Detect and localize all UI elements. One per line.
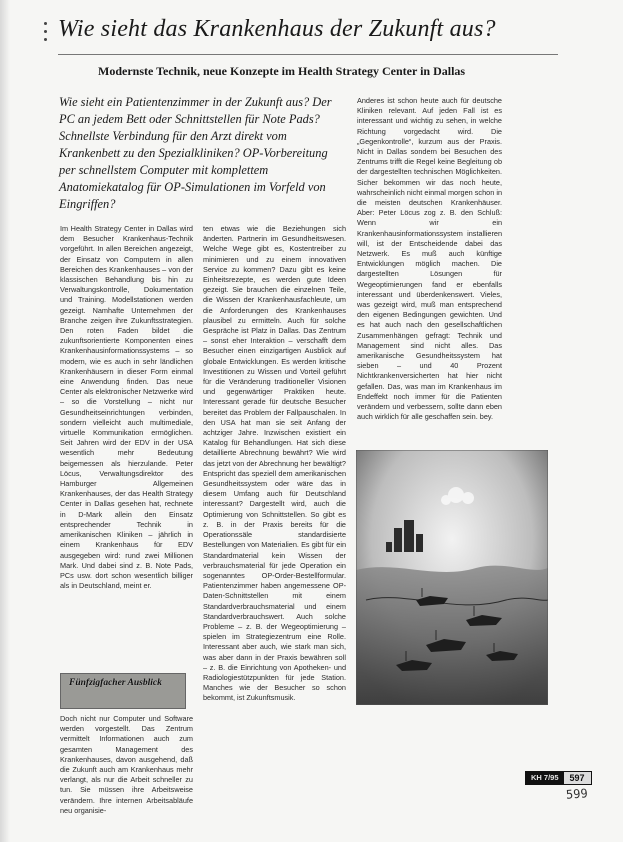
article-title: Wie sieht das Krankenhaus der Zukunft aus? [58, 16, 496, 42]
page-folio [525, 771, 592, 785]
body-column-2: ten etwas wie die Beziehungen sich änderten. Partnerin im Gesundheitswesen. Welche Wege gibt es, Kostentreiber zu minimieren und zu einem innovativen Service zu kommen? Dazu gibt es keine Einheitsrezepte, es werden gute Ideen gezeigt. Sie brauchen die einzelnen Teile, die Wissen der Krankenhausfachleute, um die Anforderungen des Krankenhauses plausibel zu ermitteln. Auch für solche Gespräche ist Platz in Dallas. Das Zentrum – sonst eher Interaktion – verschafft dem Besucher einen einzigartigen Ausblick auf globale Entwicklungen. Es werden kritische Investitionen zu Wissen und Vorteil geführt für die Veränderung traditioneller Visionen und gegenwärtiger Praktiken heute. Interessant gerade für deutsche Besucher bereitet das Problem der Fallpauschalen. In den USA hat man sie seit Anfang der achtziger Jahre. Inzwischen existiert ein Katalog für Behandlungen. Hat sich diese detaillierte Abrechnung bewährt? Wie wird das jetzt von der Abrechnung her bewältigt? Entspricht das speziell dem amerikanischen Gesundheitssystem oder wäre das in diesem Umfang auch für Deutschland interessant? Dargestellt wird, auch die Optimierung von Schnittstellen. So gibt es z. B. in der Praxis bereits für die Operationssäle standardisierte Bestellungen von Materialien. Es gibt für ein Standardmaterial kein Wissen der verbrauchsmaterial für jede Operation ein sogenanntes OP-Order-Bestellformular. Patientenzimmer haben angemessene OP-Daten-Schnittstellen mit einem Standardverbrauchsmaterial und einem Standardverbrauchswert. Auch solche Probleme – z. B. der Wegeoptimierung – spielen im Strategiezentrum eine Rolle. Interessant aber auch, wie stark man sich, was aber dann in der Praxis bewähren soll – z. B. die Einrichtung von Apotheken- und Radiologiestützpunkten für jede Station. Manches wie der Besucher so schon bekommt, ist Zukunftsmusik. [203, 224, 346, 703]
article-subtitle: Modernste Technik, neue Konzepte im Health Strategy Center in Dallas [98, 64, 466, 78]
subheading-box [60, 673, 186, 709]
article-intro: Wie sieht ein Patientenzimmer in der Zukunft aus? Der PC an jedem Bett oder Schnittstellen für Note Pads? Schnellste Verbindung für den Arzt direkt vom Krankenbett zu den Spezialkliniken? OP-Vorbereitung per schnellstem Computer mit komplettem Anatomiekatalog für OP-Simulationen im Vorfeld von Eingriffen? [59, 95, 332, 211]
journal-issue: KH 7/95 [525, 771, 563, 785]
hospital-illustration [356, 450, 548, 705]
body-column-1-continued: Doch nicht nur Computer und Software werden vorgestellt. Das Zentrum vermittelt Informationen auch zum gesamten Management des Krankenhauses, davon ausgehend, daß die Zukunft auch am Krankenhaus mehr verlangt, als nur die Arbeit schneller zu tun. Sie müssen ihre Arbeitsweise verändern. Ihre internen Arbeitsabläufe neu organisie- [60, 714, 193, 815]
subheading-text: Fünfzigfacher Ausblick [69, 678, 162, 688]
body-column-1: Im Health Strategy Center in Dallas wird dem Besucher Krankenhaus-Technik vorgeführt. In allen Bereichen angezeigt, der Einsatz von Computern in allen Bereichen des Krankenhauses – von der klassischen Behandlung bis hin zu Verwaltungskontrolle, Dokumentation und Training. Modellstationen werden gezeigt. Namhafte Unternehmen der Branche zeigen ihre Zukunftsstrategien. Den roten Faden bildet die zukunftsorientierte Komponenten eines Krankenhausinformationssystems – so modern, wie es auch in sehr ländlichen Krankenhäusern in dieser Form einmal eine Anwendung finden. Das neue Center als elektronischer Netzwerke wird – so die Vorstellung – nicht nur Gesundheitseinrichtungen verbinden, sondern vielleicht auch multimediale, virtuelle Kommunikation ermöglichen. Seit Jahren wird der EDV in der USA wesentlich mehr Bedeutung beigemessen als hierzulande. Peter Löcus, Verwaltungsdirektor des Hamburger Allgemeinen Krankenhauses, der das Health Strategy Center in Dallas gesehen hat, rechnete in D-Mark allein den Einsatz entsprechender Technik in amerikanischen Kliniken – jährlich in einem Krankenhaus für EDV ausgegeben wird: rund zwei Millionen Mark. Und dabei sind z. B. Note Pads, PCs usw. dort schon wesentlich billiger als in Deutschland, meint er. [60, 224, 193, 591]
handwritten-page-number: 599 [565, 786, 589, 802]
page-number: 597 [563, 771, 592, 785]
body-column-3: Anderes ist schon heute auch für deutsche Kliniken relevant. Auf jeden Fall ist es interessant und wichtig zu sehen, in welche Richtung vorgedacht wird. Die „Gegenkontrolle“, kurzum aus der Praxis. Nicht in Dallas sondern bei Besuchen des Zentrums trifft die Regel keine Begleitung ob der dargestellten technischen Möglichkeiten. Sicher bekommen wir das noch heute, wahrscheinlich nicht einmal morgen schon in die meisten deutschen Krankenhäuser. Aber: Peter Löcus zog z. B. den Schluß: Wenn wir ein Krankenhausinformationssystem installieren will, ist der Entscheidende dabei das Netzwerk. Es muß auch künftige Entwicklungen möglich machen. Die dargestellten Lösungen für Wegeoptimierungen fand er ebenfalls interessant und überdenkenswert. Vieles, was gezeigt wird, muß man entsprechend den eigenen Bedingungen gewichten. Und es hat auch nach den gesellschaftlichen Zusammenhängen gefragt: Technik und Management sind nicht alles. Das amerikanische Gesundheitssystem hat sieben – und 40 Prozent Nichtkrankenversicherten hat hier nicht gefallen. Das, was man im Krankenhaus im Endeffekt noch immer für die Patienten verändern und verbessern, sollte dann eben auch wirklich für alle geschaffen sein. bey. [357, 96, 502, 422]
scan-edge [0, 0, 10, 842]
title-rule [58, 54, 558, 55]
